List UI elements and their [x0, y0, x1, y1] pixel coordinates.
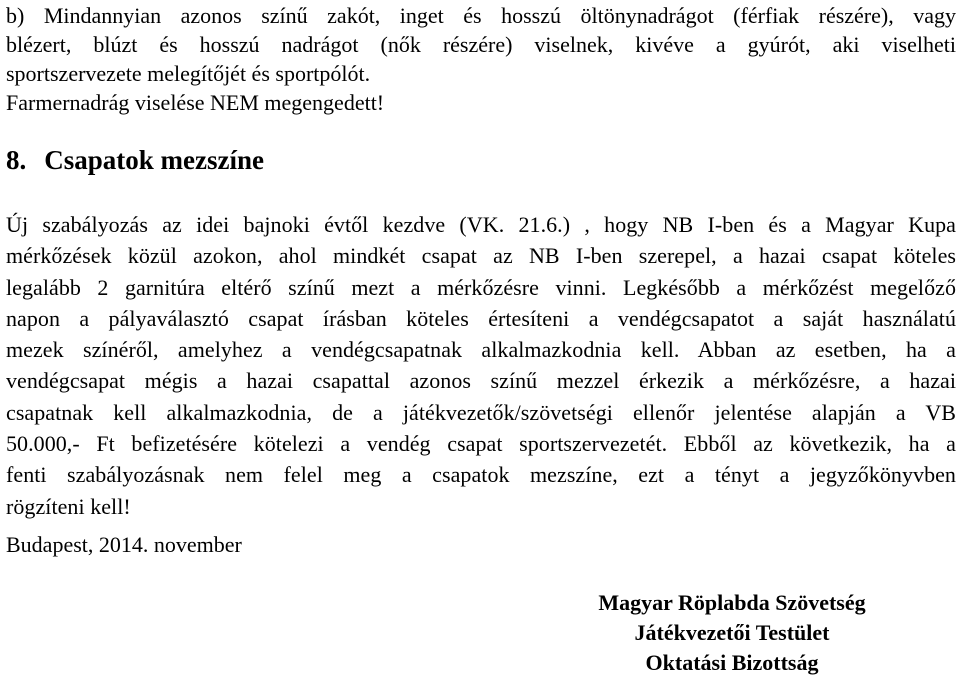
section-title: Csapatok mezszíne [44, 145, 264, 175]
body-line: mérkőzések közül azokon, ahol mindkét csapat az NB I-ben szerepel, a hazai csapat köteles [6, 243, 956, 269]
intro-line: b) Mindannyian azonos színű zakót, inget és hosszú öltönynadrágot (férfiak részére), vagy [6, 3, 956, 28]
body-paragraph [6, 209, 956, 522]
intro-line: Farmernadrág viselése NEM megengedett! [6, 90, 385, 115]
signature-committee: Oktatási Bizottság [645, 650, 819, 675]
intro-line: blézert, blúzt és hosszú nadrágot (nők részére) viselnek, kivéve a gyúrót, aki viselheti [6, 32, 956, 57]
body-line: fenti szabályozásnak nem felel meg a csapatok mezszíne, ezt a tényt a jegyzőkönyvben [6, 462, 956, 488]
signature-org: Magyar Röplabda Szövetség [598, 590, 866, 615]
signature-block [562, 588, 902, 678]
section-heading [6, 142, 264, 178]
date-line: Budapest, 2014. november [6, 532, 242, 557]
body-line: mezek színéről, amelyhez a vendégcsapatnak alkalmazkodnia kell. Abban az esetben, ha a [6, 337, 956, 363]
body-line: napon a pályaválasztó csapat írásban köteles értesíteni a vendégcsapatot a saját használatú [6, 305, 956, 331]
body-line: 50.000,- Ft befizetésére kötelezi a vendég csapat sportszervezetét. Ebből az következik, ha a [6, 431, 956, 457]
intro-line: sportszervezete melegítőjét és sportpólót. [6, 61, 371, 86]
body-line: csapatnak kell alkalmazkodnia, de a játékvezetők/szövetségi ellenőr jelentése alapján a VB [6, 399, 956, 425]
body-line: legalább 2 garnitúra eltérő színű mezt a mérkőzésre vinni. Legkésőbb a mérkőzést megelőző [6, 274, 956, 300]
signature-board: Játékvezetői Testület [634, 620, 830, 645]
intro-paragraph [6, 1, 956, 117]
body-line: rögzíteni kell! [6, 493, 131, 519]
body-line: Új szabályozás az idei bajnoki évtől kezdve (VK. 21.6.) , hogy NB I-ben és a Magyar Kupa [6, 212, 956, 237]
body-line: vendégcsapat mégis a hazai csapattal azonos színű mezzel érkezik a mérkőzésre, a hazai [6, 368, 956, 394]
section-number: 8. [6, 145, 27, 175]
